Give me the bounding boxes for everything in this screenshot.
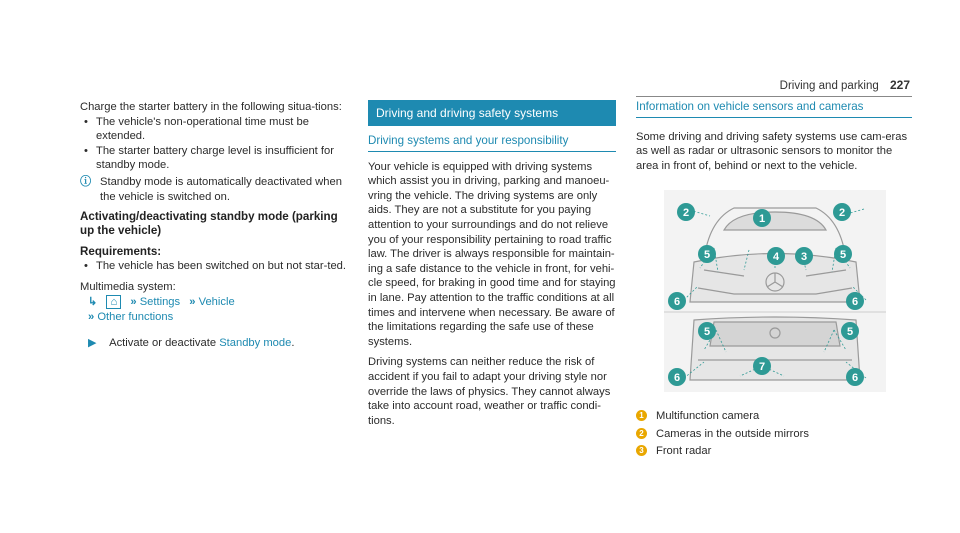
callout-6-front-left xyxy=(668,292,686,310)
action-step xyxy=(80,336,350,351)
callout-6-rear-right xyxy=(846,368,864,386)
requirements-label: Requirements: xyxy=(80,244,162,258)
standby-mode-link[interactable]: Standby mode xyxy=(219,337,292,350)
subsection-heading: Driving systems and your responsibility xyxy=(368,134,616,152)
step-triangle-icon: ▶ xyxy=(88,337,97,350)
callout-2-left xyxy=(677,203,695,221)
column-1 xyxy=(80,100,350,351)
legend-text: Cameras in the outside mirrors xyxy=(656,427,809,440)
home-icon[interactable]: ⌂ xyxy=(106,295,121,309)
header-rule xyxy=(636,96,912,97)
bullet-item xyxy=(80,144,350,173)
intro-text: Charge the starter battery in the following situa-tions: xyxy=(80,101,342,113)
menu-path-cont xyxy=(80,310,350,325)
callout-4 xyxy=(767,247,785,265)
svg-text:6: 6 xyxy=(851,296,859,308)
svg-text:2: 2 xyxy=(838,207,846,219)
legend-text: Front radar xyxy=(656,445,712,458)
info-note xyxy=(80,175,350,204)
info-icon: ⓘ xyxy=(80,175,92,188)
legend-text: Multifunction camera xyxy=(656,410,760,422)
legend-item xyxy=(636,409,912,424)
svg-text:6: 6 xyxy=(673,372,681,384)
action-end: . xyxy=(291,337,295,350)
menu-settings-link[interactable]: Settings xyxy=(139,295,181,308)
callout-badge: 3 xyxy=(636,445,647,456)
menu-arrow-icon: ↳ xyxy=(88,295,98,308)
svg-text:6: 6 xyxy=(673,296,681,308)
svg-text:5: 5 xyxy=(846,326,854,338)
requirement-item xyxy=(80,259,350,274)
multimedia-label: Multimedia system: xyxy=(80,281,176,294)
figure-legend xyxy=(636,406,912,459)
svg-text:6: 6 xyxy=(851,372,859,384)
legend-item xyxy=(636,427,912,442)
section-banner: Driving and driving safety systems xyxy=(368,100,616,126)
callout-7 xyxy=(753,357,771,375)
vehicle-sensors-figure xyxy=(664,190,886,392)
requirement-text: The vehicle has been switched on but not star-ted. xyxy=(96,259,347,272)
svg-text:7: 7 xyxy=(758,361,766,373)
paragraph: Your vehicle is equipped with driving systems which assist you in driving, parking and manoeu-vring the vehicle. The driving systems are only aids. They are not a substitute for you paying attention to your surroundings and do not relieve you of your responsibility pertaining to road traffic law. The driver is always responsible for maintain-ing a safe distance to the vehicle in front, for vehi-cle speed, for braking in good time and for staying in lane. Pay attention to the traffic conditions at all times and intervene when necessary. Be aware of the limitations regarding the safe use of these systems. xyxy=(368,160,616,348)
callout-5-rear-left xyxy=(698,322,716,340)
chevron-right-icon: » xyxy=(88,310,95,323)
chevron-right-icon: » xyxy=(189,295,196,308)
chevron-right-icon: » xyxy=(130,295,137,308)
callout-badge: 2 xyxy=(636,428,647,439)
bullet-text: The vehicle's non-operational time must be extended. xyxy=(96,115,309,143)
menu-path xyxy=(80,295,350,310)
callout-1 xyxy=(753,209,771,227)
note-text: Standby mode is automatically deactivated when the vehicle is switched on. xyxy=(100,175,342,203)
car-rear-view xyxy=(690,317,860,380)
callout-badge: 1 xyxy=(636,410,647,421)
svg-text:4: 4 xyxy=(772,251,780,263)
bullet-text: The starter battery charge level is insufficient for standby mode. xyxy=(96,144,334,172)
callout-2-right xyxy=(833,203,851,221)
subsection-heading: Information on vehicle sensors and cameras xyxy=(636,100,912,118)
column-2 xyxy=(368,100,616,428)
column-3 xyxy=(636,100,912,173)
paragraph: Driving systems can neither reduce the risk of accident if you fail to adapt your driving style nor override the laws of physics. They cannot always take into account road, weather or traffic condi-tions. xyxy=(368,356,611,427)
menu-vehicle-link[interactable]: Vehicle xyxy=(198,295,235,308)
section-heading: Activating/deactivating standby mode (parking up the vehicle) xyxy=(80,210,338,238)
section-title: Driving and parking xyxy=(779,80,879,92)
running-header xyxy=(780,78,910,92)
legend-item xyxy=(636,444,912,459)
svg-text:5: 5 xyxy=(703,326,711,338)
callout-6-rear-left xyxy=(668,368,686,386)
menu-other-functions-link[interactable]: Other functions xyxy=(97,310,174,323)
svg-text:2: 2 xyxy=(682,207,690,219)
callout-3 xyxy=(795,247,813,265)
callout-5-front-left xyxy=(698,245,716,263)
action-text: Activate or deactivate xyxy=(109,337,217,350)
svg-text:3: 3 xyxy=(800,251,808,263)
bullet-item xyxy=(80,115,350,144)
callout-5-front-right xyxy=(834,245,852,263)
page-number: 227 xyxy=(889,78,910,92)
svg-text:5: 5 xyxy=(839,249,847,261)
callout-6-front-right xyxy=(846,292,864,310)
callout-5-rear-right xyxy=(841,322,859,340)
paragraph: Some driving and driving safety systems use cam-eras as well as radar or ultrasonic sensors to monitor the area in front of, behind or next to the vehicle. xyxy=(636,130,908,172)
svg-text:5: 5 xyxy=(703,249,711,261)
svg-text:1: 1 xyxy=(758,213,766,225)
